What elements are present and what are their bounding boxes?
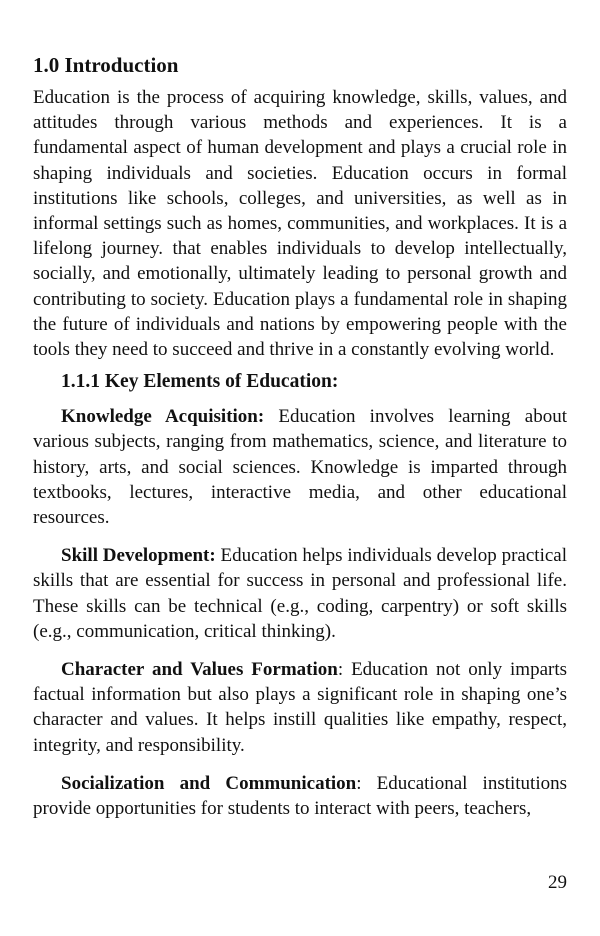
element-text: : Educational institutions provide opportunities for students to interact with peers, teachers, (33, 772, 567, 820)
intro-paragraph: Education is the process of acquiring knowledge, skills, values, and attitudes through various methods and experiences. It is a fundamental aspect of human development and plays a crucial role in shaping individuals and societies. Education occurs in formal institutions like schools, colleges, and universities, as well as in informal settings such as homes, communities, and workplaces. It is a lifelong journey. that enables individuals to develop intellectually, socially, and emotionally, ultimately leading to personal growth and contributing to society. Education plays a fundamental role in shaping the future of individuals and nations by empowering people with the tools they need to succeed and thrive in a constantly evolving world. (33, 87, 567, 361)
element-term: Knowledge Acquisition: (61, 406, 265, 428)
element-character-values (33, 657, 567, 758)
element-knowledge-acquisition (33, 404, 567, 530)
element-text: Education involves learning about various subjects, ranging from mathematics, science, and literature to history, arts, and social sciences. Knowledge is imparted through textbooks, lectures, interactive media, and other educational resources. (33, 406, 567, 529)
subsection-title: 1.1.1 Key Elements of Education: (61, 371, 339, 393)
element-text: : Education not only imparts factual information but also plays a significant role in shaping one’s character and values. It helps instill qualities like empathy, respect, integrity, and responsibility. (33, 659, 568, 756)
element-skill-development (33, 543, 567, 644)
page-content (33, 52, 567, 834)
section-title: 1.0 Introduction (33, 53, 179, 77)
element-term: Socialization and Communication (61, 772, 357, 794)
element-socialization-communication (33, 771, 567, 821)
page-number: 29 (548, 872, 567, 893)
element-term: Skill Development: (61, 545, 216, 567)
element-term: Character and Values Formation (61, 659, 338, 681)
element-text: Education helps individuals develop practical skills that are essential for success in personal and professional life. These skills can be technical (e.g., coding, carpentry) or soft skills (e.g., communication, critical thinking). (33, 545, 567, 642)
